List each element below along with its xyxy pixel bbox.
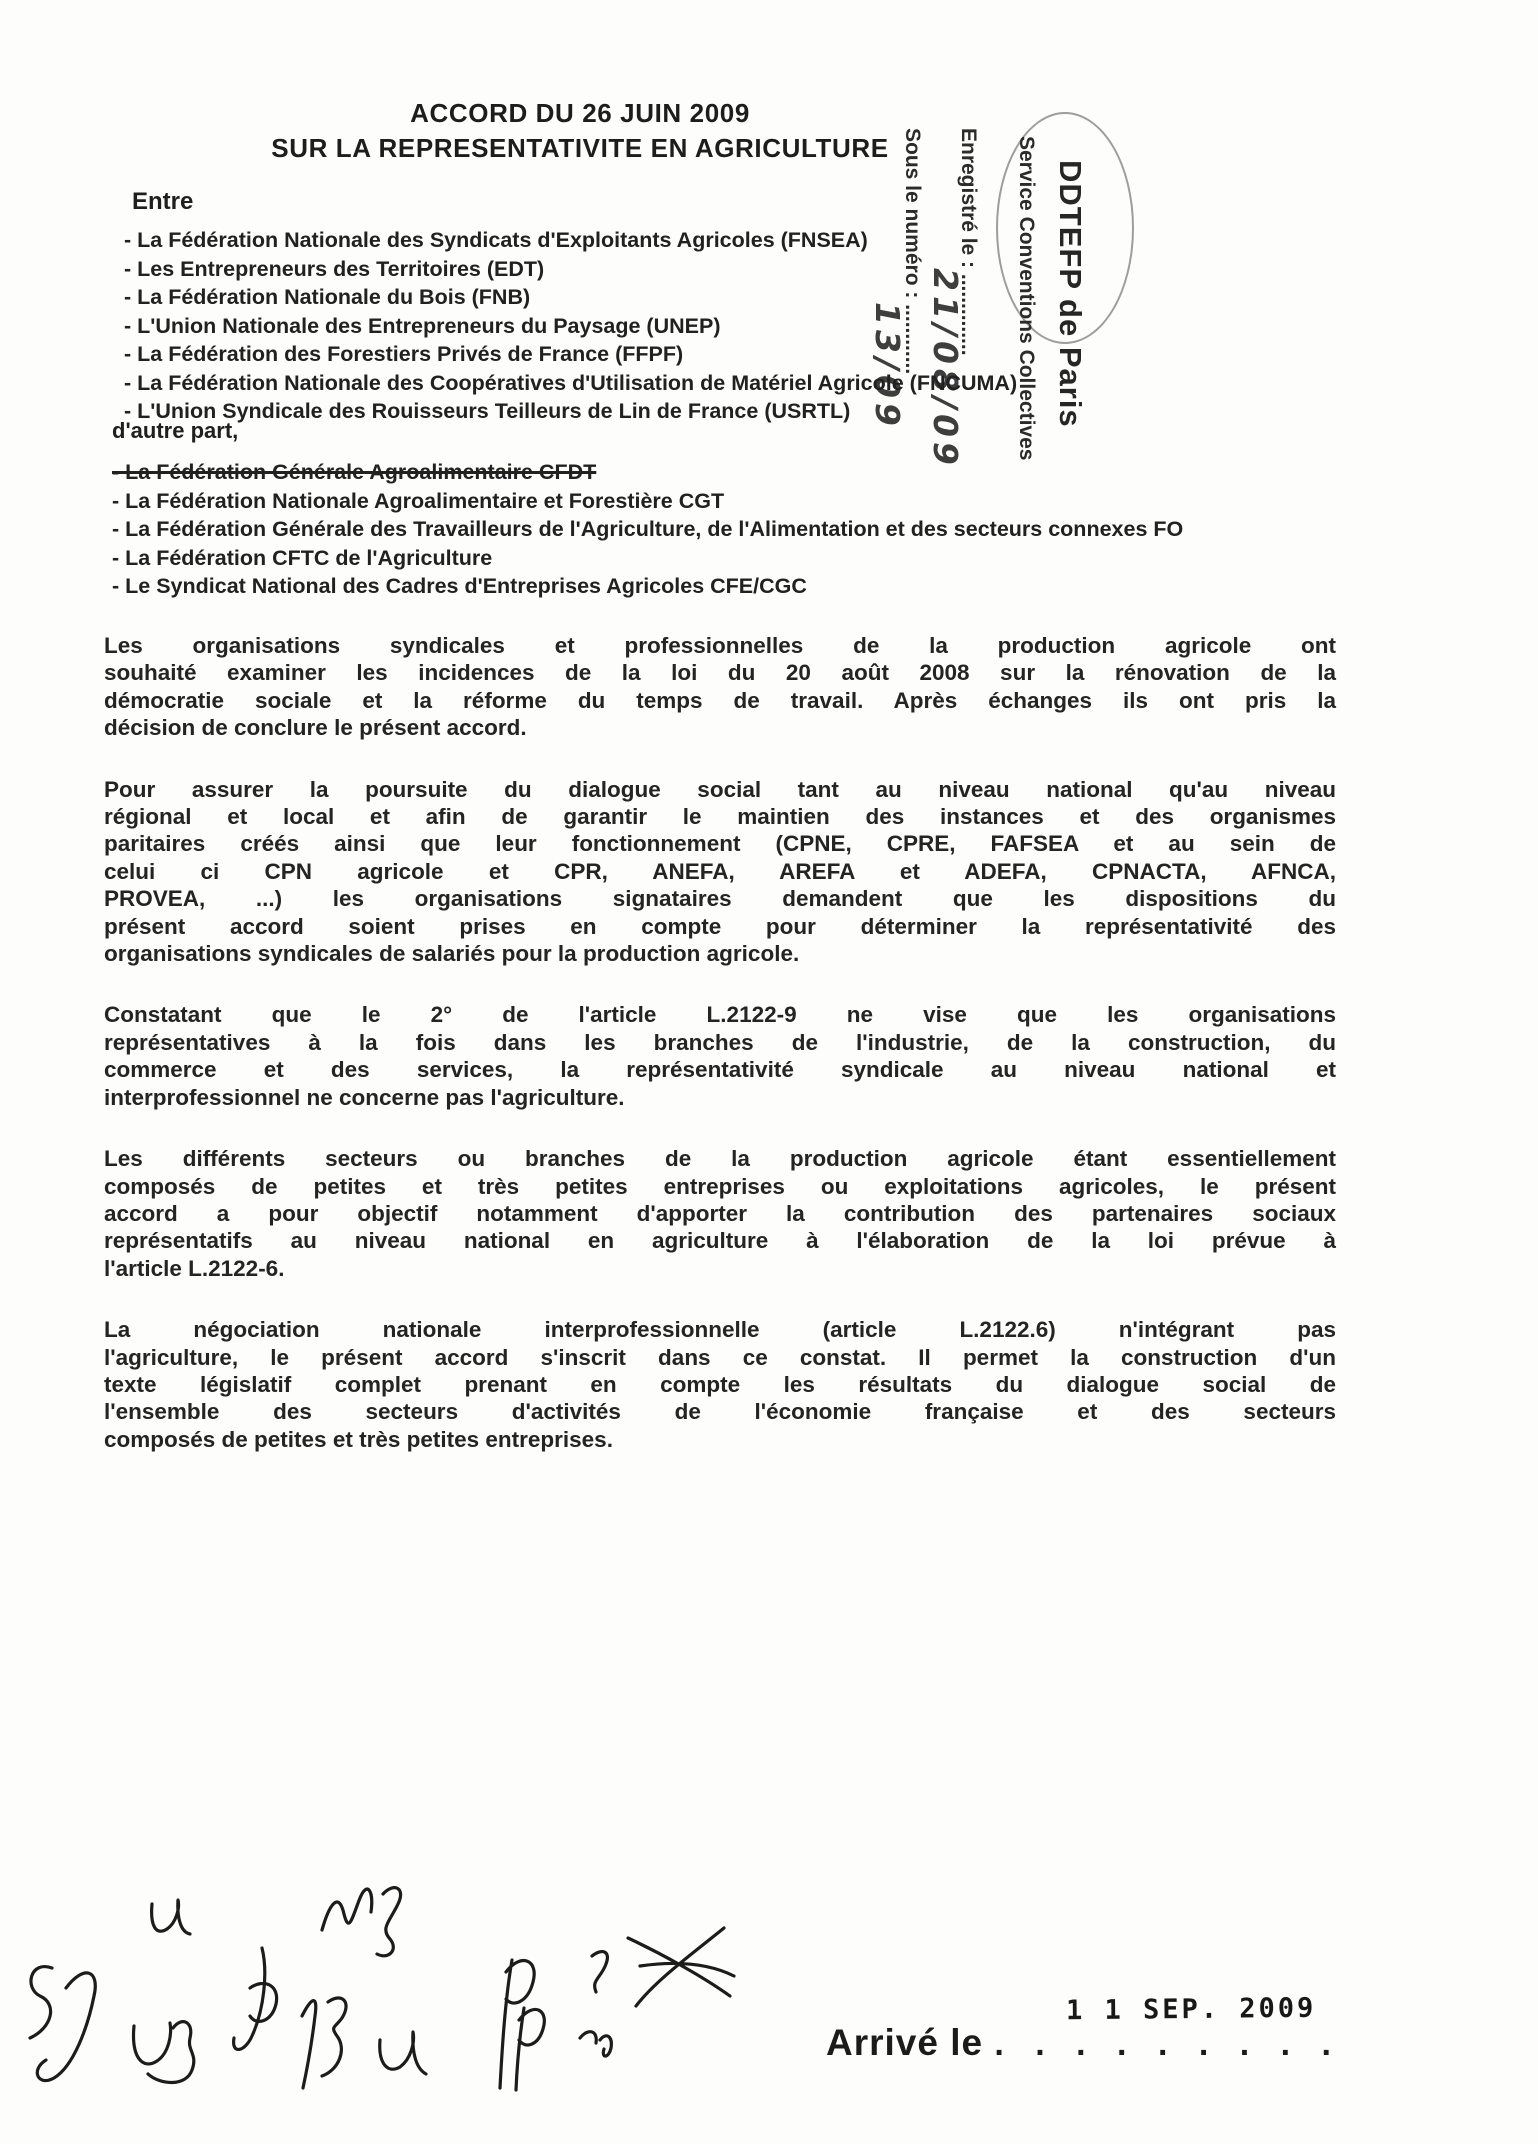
title-line-1: ACCORD DU 26 JUIN 2009 [410,98,750,128]
signature-scribble-7 [380,2032,426,2074]
paragraph-line: Pour assurer la poursuite du dialogue social tant au niveau national qu'au niveau [104,776,1336,802]
paragraph-line: présent accord soient prises en compte pour déterminer la représentativité des [104,913,1336,939]
paragraph-line: organisations syndicales de salariés pour la production agricole. [104,941,800,967]
paragraph-line: Constatant que le 2° de l'article L.2122-9 ne vise que les organisations [104,1002,1336,1028]
document-title [150,96,1010,166]
handwritten-registration-number: 13/09 [868,302,907,431]
paragraph-line: l'agriculture, le présent accord s'inscrit dans ce constat. Il permet la construction d'un [104,1344,1336,1370]
arrival-date-stamp: 1 1 SEP. 2009 [1065,1992,1317,2027]
autre-part-label: d'autre part, [112,418,239,443]
union-item: - La Fédération CFTC de l'Agriculture [112,545,493,570]
paragraph-line: décision de conclure le présent accord. [104,715,527,741]
paragraph-3 [104,1001,1336,1111]
entre-label: Entre [132,188,194,215]
paragraph-5 [104,1316,1336,1453]
arrival-label: Arrivé le [826,2022,984,2063]
union-item: - La Fédération Générale des Travailleurs de l'Agriculture, de l'Alimentation et des secteurs connexes FO [112,517,1184,541]
employer-item: - L'Union Syndicale des Rouisseurs Teilleurs de Lin de France (USRTL) [124,399,851,423]
signature-scribble-4 [234,1948,277,2049]
paragraph-line: régional et local et afin de garantir le maintien des instances et des organismes [104,804,1336,830]
paragraph-line: interprofessionnel ne concerne pas l'agriculture. [104,1084,625,1110]
union-item-struck-cfdt: - La Fédération Générale Agroalimentaire CFDT [112,460,597,484]
paragraph-line: souhaité examiner les incidences de la loi du 20 août 2008 sur la rénovation de la [104,660,1336,686]
signature-scribble-3 [134,2022,194,2083]
signature-scribble-2 [152,1900,190,1934]
signature-scribble-10 [628,1928,734,2006]
paragraph-line: commerce et des services, la représentativité syndicale au niveau national et [104,1057,1336,1083]
paragraph-line: l'ensemble des secteurs d'activités de l'économie française et des secteurs [104,1399,1336,1425]
registration-service: Service Conventions Collectives [1015,136,1038,461]
registration-office: DDTEFP de Paris [1053,160,1088,428]
employer-item: - La Fédération Nationale du Bois (FNB) [124,285,531,309]
paragraph-1 [104,632,1336,742]
title-line-2: SUR LA REPRESENTATIVITE EN AGRICULTURE [271,133,889,163]
employer-organisations-list [124,226,1017,426]
registration-number-label: Sous le numéro : ............ [901,128,924,375]
paragraph-line: celui ci CPN agricole et CPR, ANEFA, AREFA et ADEFA, CPNACTA, AFNCA, [104,858,1336,884]
employer-item: - La Fédération des Forestiers Privés de France (FFPF) [124,342,684,366]
employer-item: - L'Union Nationale des Entrepreneurs du Paysage (UNEP) [124,313,721,338]
paragraph-line: représentatifs au niveau national en agriculture à l'élaboration de la loi prévue à [104,1228,1336,1254]
paragraph-line: composés de petites et très petites entreprises. [104,1426,613,1452]
employer-item: - Les Entrepreneurs des Territoires (EDT) [124,256,545,281]
signature-scribble-8 [500,1960,544,2090]
signature-scribble-9 [580,1952,611,2056]
paragraph-line: La négociation nationale interprofessionnelle (article L.2122.6) n'intégrant pas [104,1317,1336,1343]
paragraph-line: accord a pour objectif notamment d'apporter la contribution des partenaires sociaux [104,1200,1336,1226]
paragraph-2 [104,776,1336,968]
union-item: - La Fédération Nationale Agroalimentaire et Forestière CGT [112,488,725,513]
signature-scribble-6 [302,1998,346,2088]
paragraph-line: Les organisations syndicales et professionnelles de la production agricole ont [104,633,1336,658]
paragraph-line: démocratie sociale et la réforme du temps de travail. Après échanges ils ont pris la [104,687,1336,713]
signature-scribble-1 [30,1967,95,2081]
arrival-stamp [826,2022,1342,2064]
employer-item: - La Fédération Nationale des Coopératives d'Utilisation de Matériel Agricole (FNCUMA) [124,370,1018,395]
paragraph-line: composés de petites et très petites entreprises ou exploitations agricoles, le présent [104,1173,1336,1199]
paragraph-line: représentatives à la fois dans les branches de l'industrie, de la construction, du [104,1029,1336,1055]
paragraph-line: Les différents secteurs ou branches de la production agricole étant essentiellement [104,1146,1336,1172]
paragraph-line: texte législatif complet prenant en compte les résultats du dialogue social de [104,1371,1336,1397]
paragraph-line: paritaires créés ainsi que leur fonctionnement (CPNE, CPRE, FAFSEA et au sein de [104,831,1336,857]
arrival-dotted-line: . . . . . . . . . [994,2025,1342,2063]
document-body [104,632,1336,1487]
paragraph-line: PROVEA, ...) les organisations signataires demandent que les dispositions du [104,886,1336,912]
union-item: - Le Syndicat National des Cadres d'Entreprises Agricoles CFE/CGC [112,574,807,598]
employer-item: - La Fédération Nationale des Syndicats d'Exploitants Agricoles (FNSEA) [124,228,868,252]
registration-date-label: Enregistré le : .............. [957,128,980,356]
union-organisations-list [112,458,1183,601]
signature-scribble-5 [322,1888,401,1956]
paragraph-4 [104,1145,1336,1282]
handwritten-registration-date: 21/08/09 [926,268,965,470]
paragraph-line: l'article L.2122-6. [104,1255,285,1281]
